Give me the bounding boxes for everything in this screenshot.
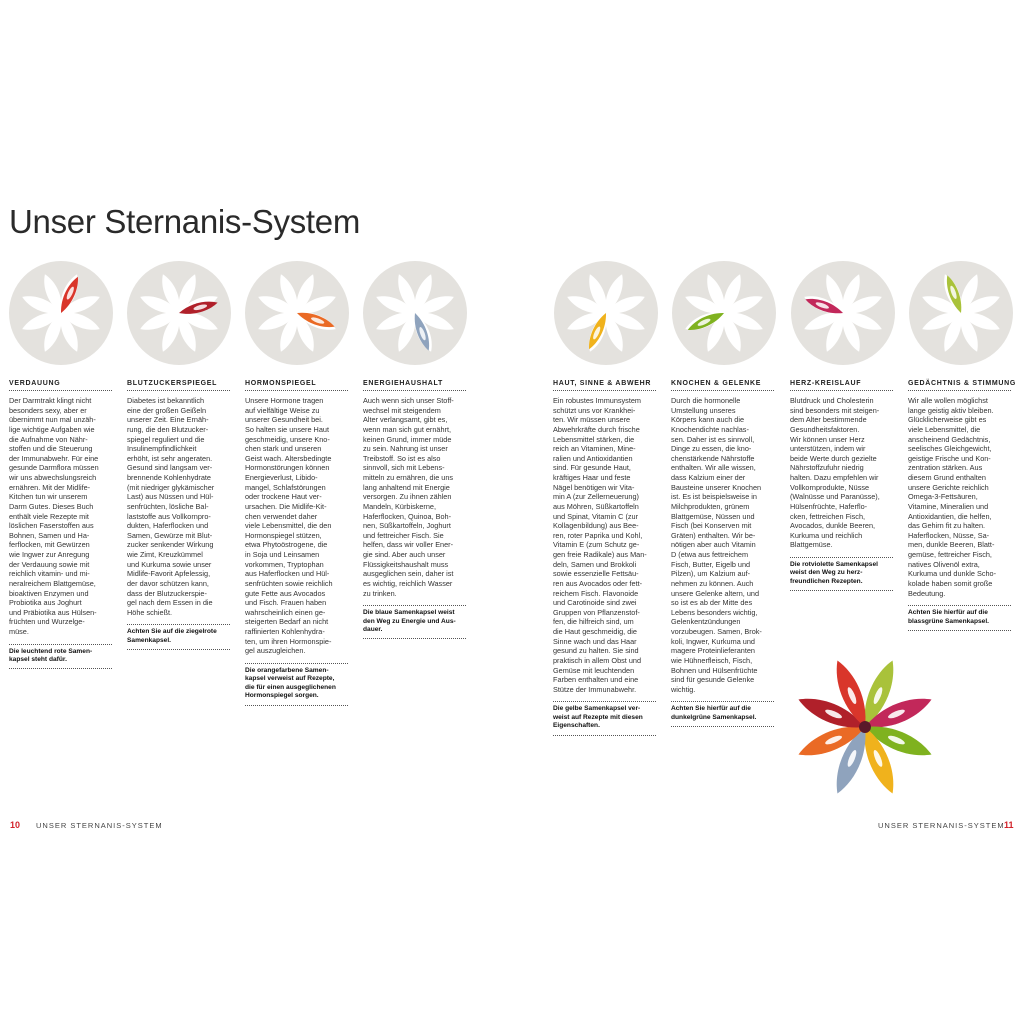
text-line: Vitamin E (zum Schutz ge- xyxy=(553,540,640,550)
text-line: keinen Grund, immer müde xyxy=(363,434,452,444)
text-line: Hormonspiegel stützen, xyxy=(245,530,322,540)
column-body xyxy=(245,396,348,706)
capsule-note xyxy=(908,605,1011,631)
text-line: ralien und Antioxidantien xyxy=(553,453,633,463)
note-line: Eigenschaften. xyxy=(553,722,600,730)
text-line: lige wichtige Aufgaben wie xyxy=(9,424,95,434)
text-line: Geist wach. Altersbedingte xyxy=(245,453,332,463)
text-line: eine der großen Geißeln xyxy=(127,405,207,415)
star-anise-yellow-pod-icon xyxy=(554,261,658,365)
text-line: kräftiges Haar und feste xyxy=(553,473,631,482)
text-line: stoffen und die Steuerung xyxy=(9,444,93,454)
text-line: Probiotika aus Joghurt xyxy=(9,598,82,608)
column-body xyxy=(671,396,774,727)
text-line: Wir können unser Herz xyxy=(790,434,865,444)
text-line: brennende Kohlenhydrate xyxy=(127,473,211,482)
text-line: sen. Daher ist es sinnvoll, xyxy=(671,434,755,444)
column-heading: BLUTZUCKERSPIEGEL xyxy=(127,380,230,391)
text-line: die Aufnahme von Nähr- xyxy=(9,434,88,444)
multicolor-star-anise-icon xyxy=(790,652,940,802)
text-line: Glücklicherweise gibt es xyxy=(908,415,987,425)
text-line: Bohnen und Hülsenfrüchte xyxy=(671,665,758,675)
text-line: erhöht, ist sehr angeraten. xyxy=(127,453,213,463)
page-title: Unser Sternanis-System xyxy=(9,203,361,240)
capsule-note xyxy=(790,557,893,591)
text-line: zucker senkender Wirkung xyxy=(127,540,214,550)
text-line: Darm Gutes. Dieses Buch xyxy=(9,501,94,511)
body-text xyxy=(553,396,656,694)
text-line: gemüse, fettreicher Fisch, xyxy=(908,550,992,559)
text-line: kolade haben somit große xyxy=(908,578,993,588)
text-line: Diabetes ist bekanntlich xyxy=(127,396,205,405)
text-line: oder trockene Haut ver- xyxy=(245,492,322,502)
text-line: sowie essenzielle Fettsäu- xyxy=(553,569,639,579)
text-line: Dinge zu essen, die kno- xyxy=(671,444,752,454)
text-line: Haferflocken, Nüsse, Sa- xyxy=(908,530,990,540)
star-anise-blue-pod-icon xyxy=(363,261,467,365)
star-anise-darkred-pod-icon xyxy=(127,261,231,365)
text-line: Farben enthalten und eine xyxy=(553,675,639,685)
text-line: nötigen aber auch Vitamin xyxy=(671,540,756,550)
text-line: ferflocken, mit Gewürzen xyxy=(9,540,90,550)
text-line: versorgen. Zu ihnen zählen xyxy=(363,492,452,502)
text-line: seelisches Gleichgewicht, xyxy=(908,444,992,454)
note-line: den Weg zu Energie und Aus- xyxy=(363,617,456,625)
text-line: Hülsenfrüchte, Haferflo- xyxy=(790,501,868,511)
text-line: Haferflocken, Quinoa, Boh- xyxy=(363,511,452,521)
body-text xyxy=(127,396,230,617)
column-body xyxy=(908,396,1011,631)
right-page-number: 11 xyxy=(1004,820,1014,830)
text-line: müse. xyxy=(9,627,29,636)
text-line: unsere Gerichte reichlich xyxy=(908,482,989,492)
text-line: sind. Für gesunde Haut, xyxy=(553,463,631,473)
column-heading: ENERGIEHAUSHALT xyxy=(363,380,466,391)
text-line: laststoffe aus Vollkornpro- xyxy=(127,511,211,521)
text-line: Midlife-Favorit Apfelessig, xyxy=(127,569,211,579)
body-text xyxy=(790,396,893,550)
text-line: raffinierten Kohlenhydra- xyxy=(245,627,325,636)
text-line: Ein robustes Immunsystem xyxy=(553,396,641,405)
note-line: Die gelbe Samenkapsel ver- xyxy=(553,705,641,713)
text-line: mitteln zu ernähren, die uns xyxy=(363,473,454,482)
text-line: besonders sexy, aber er xyxy=(9,405,87,415)
text-line: wechsel mit steigendem xyxy=(363,405,441,415)
text-line: Treibstoff. So ist es also xyxy=(363,453,441,463)
text-line: auf vielfältige Weise zu xyxy=(245,405,320,415)
text-line: Vollkornprodukte, Nüsse xyxy=(790,482,870,492)
text-line: aus Möhren, Süßkartoffeln xyxy=(553,501,639,511)
text-line: wahrscheinlich einen ge- xyxy=(245,607,326,617)
note-line: Die leuchtend rote Samen- xyxy=(9,647,93,655)
column-heading: KNOCHEN & GELENKE xyxy=(671,380,774,391)
text-line: so ist es ab der Mitte des xyxy=(671,598,753,608)
text-line: geschmeidig, unsere Kno- xyxy=(245,434,330,444)
text-line: reich an Vitaminen, Mine- xyxy=(553,444,636,454)
text-line: vorkommen, Tryptophan xyxy=(245,559,324,569)
text-line: etwa Phytoöstrogene, die xyxy=(245,540,328,550)
note-line: Achten Sie hierfür auf die xyxy=(908,609,988,617)
text-line: Gräten) enthalten. Wir be- xyxy=(671,530,756,540)
body-text xyxy=(908,396,1011,598)
text-line: min A (zur Zellerneuerung) xyxy=(553,492,639,502)
text-line: unserer Zeit. Eine Ernäh- xyxy=(127,415,209,425)
text-line: Unsere Hormone tragen xyxy=(245,396,324,405)
text-line: früchten und Wurzelge- xyxy=(9,617,85,627)
text-line: der Immunabwehr. Für eine xyxy=(9,453,99,463)
text-line: Bedeutung. xyxy=(908,588,946,598)
text-line: rung, die den Blutzucker- xyxy=(127,424,209,434)
text-line: nehmen zu können. Auch xyxy=(671,578,754,588)
text-line: Vitamine, Mineralien und xyxy=(908,501,989,511)
text-line: und Spinat, Vitamin C (zur xyxy=(553,511,639,521)
text-line: Bausteine unserer Knochen xyxy=(671,482,762,492)
note-line: Achten Sie hierfür auf die xyxy=(671,705,751,713)
star-anise-orange-pod-icon xyxy=(245,261,349,365)
text-line: und Carotinoide sind zwei xyxy=(553,598,637,608)
text-line: und Fisch. Frauen haben xyxy=(245,598,327,608)
text-line: Kollagenbildung) aus Bee- xyxy=(553,521,639,531)
text-line: Wir alle wollen möglichst xyxy=(908,396,988,405)
text-line: D (etwa aus fettreichem xyxy=(671,550,749,559)
text-line: koli, Ingwer, Kurkuma und xyxy=(671,636,755,646)
text-line: anscheinend Gedächtnis, xyxy=(908,434,991,444)
text-line: enthält viele Rezepte mit xyxy=(9,511,89,521)
text-line: wenn man sich gut ernährt, xyxy=(363,424,452,434)
text-line: helfen, dass wir voller Ener- xyxy=(363,540,454,550)
column-body xyxy=(790,396,893,591)
body-text xyxy=(9,396,112,637)
text-line: dukten, Haferflocken und xyxy=(127,521,209,531)
text-line: Fisch, Butter, Eigelb und xyxy=(671,559,751,569)
text-line: der davor schützen kann, xyxy=(127,578,209,588)
text-line: bioaktiven Enzymen und xyxy=(9,588,89,598)
text-line: ren, roter Paprika und Kohl, xyxy=(553,530,643,540)
note-line: Samenkapsel. xyxy=(127,636,171,644)
text-line: Antioxidantien, die helfen, xyxy=(908,511,992,521)
text-line: Gesundheitsfaktoren. xyxy=(790,424,860,434)
capsule-note xyxy=(127,624,230,650)
text-line: Bohnen, Samen und Ha- xyxy=(9,530,90,540)
note-line: Die orangefarbene Samen- xyxy=(245,666,329,674)
text-line: es wichtig, reichlich Wasser xyxy=(363,578,453,588)
text-line: gesunde Darmflora müssen xyxy=(9,463,99,473)
text-line: Last) aus Nüssen und Hül- xyxy=(127,492,214,502)
text-line: vorzubeugen. Samen, Brok- xyxy=(671,627,762,636)
text-line: ernähren. Mit der Midlife- xyxy=(9,482,91,492)
text-line: Körpers kann auch die xyxy=(671,415,745,425)
text-line: schützt uns vor Krankhei- xyxy=(553,405,636,415)
text-line: praktisch in allem Obst und xyxy=(553,655,642,665)
text-line: deln, Samen und Brokkoli xyxy=(553,559,637,569)
text-line: men, dunkle Beeren, Blatt- xyxy=(908,540,995,550)
text-line: wie Ingwer zur Anregung xyxy=(9,550,90,559)
text-line: wir uns abwechslungsreich xyxy=(9,473,97,482)
text-line: ist. Es ist beispielsweise in xyxy=(671,492,757,502)
capsule-note xyxy=(363,605,466,639)
note-line: Die blaue Samenkapsel weist xyxy=(363,609,455,617)
text-line: Gelenkentzündungen xyxy=(671,617,741,627)
text-line: lang anhaltend mit Energie xyxy=(363,482,450,492)
text-line: Mandeln, Kürbiskerne, xyxy=(363,501,437,511)
text-line: zu sein. Nahrung ist unser xyxy=(363,444,448,454)
text-line: viele Lebensmittel, die den xyxy=(245,521,332,531)
text-line: Lebensmittel stärken, die xyxy=(553,434,635,444)
text-line: dass der Blutzuckerspie- xyxy=(127,588,207,598)
star-anise-darkgreen-pod-icon xyxy=(672,261,776,365)
text-line: wie Hühnerfleisch, Fisch, xyxy=(671,655,753,665)
text-line: Milchprodukten, grünem xyxy=(671,501,750,511)
text-line: Insulinempfindlichkeit xyxy=(127,444,197,454)
text-line: Omega-3-Fettsäuren, xyxy=(908,492,978,502)
text-line: gen freie Radikale) aus Man- xyxy=(553,550,647,559)
text-line: Avocados, dunkle Beeren, xyxy=(790,521,876,531)
capsule-note xyxy=(9,644,112,670)
text-line: löslichen Faserstoffen aus xyxy=(9,521,94,531)
text-line: Kurkuma und dunkle Scho- xyxy=(908,569,997,579)
column-heading: HAUT, SINNE & ABWEHR xyxy=(553,380,656,391)
text-line: ten, um ihren Hormonspie- xyxy=(245,636,332,646)
body-text xyxy=(671,396,774,694)
text-line: und Kurkuma sowie unser xyxy=(127,559,212,569)
text-line: Kitchen tun wir unserem xyxy=(9,492,88,502)
text-line: Der Darmtrakt klingt nicht xyxy=(9,396,92,405)
note-line: Hormonspiegel sorgen. xyxy=(245,692,319,700)
text-line: cken, fettreichen Fisch, xyxy=(790,511,866,521)
text-line: übernimmt nun mal unzäh- xyxy=(9,415,96,425)
star-anise-red-pod-icon xyxy=(9,261,113,365)
text-line: Samen, Gewürze mit Blut- xyxy=(127,530,213,540)
text-line: Kurkuma und reichlich xyxy=(790,530,863,540)
note-line: die für einen ausgeglichenen xyxy=(245,683,336,691)
text-line: lange geistig aktiv bleiben. xyxy=(908,405,994,415)
text-line: mangel, Schlafstörungen xyxy=(245,482,326,492)
text-line: reichlich vitamin- und mi- xyxy=(9,569,90,579)
column-body xyxy=(553,396,656,736)
text-line: nen, Süßkartoffeln, Joghurt xyxy=(363,521,451,531)
text-line: Sinne wach und das Haar xyxy=(553,636,637,646)
text-line: Blattgemüse, Nüssen und xyxy=(671,511,755,521)
text-line: (mit niedriger glykämischer xyxy=(127,482,215,492)
text-line: magere Proteinlieferanten xyxy=(671,646,755,656)
text-line: chenstärkende Nährstoffe xyxy=(671,453,755,463)
star-anise-lightgreen-pod-icon xyxy=(909,261,1013,365)
text-line: unterstützen, indem wir xyxy=(790,444,866,454)
text-line: ten. Wir müssen unsere xyxy=(553,415,631,425)
text-line: senfrüchten sowie reichlich xyxy=(245,578,333,588)
text-line: dem Alter bestimmende xyxy=(790,415,867,425)
text-line: zentration stärken. Aus xyxy=(908,463,983,473)
text-line: gute Fette aus Avocados xyxy=(245,588,326,598)
text-line: reichem Fisch. Flavonoide xyxy=(553,588,639,598)
text-line: (Walnüsse und Paranüsse), xyxy=(790,492,880,502)
text-line: das Gehirn fit zu halten. xyxy=(908,521,986,531)
text-line: wie Zimt, Kreuzkümmel xyxy=(127,550,203,559)
text-line: sind besonders mit steigen- xyxy=(790,405,880,415)
note-line: kapsel verweist auf Rezepte, xyxy=(245,675,335,683)
text-line: sind für gesunde Gelenke xyxy=(671,675,755,685)
column-heading: VERDAUUNG xyxy=(9,380,112,391)
text-line: diesem Grund enthalten xyxy=(908,473,986,482)
column-heading: HORMONSPIEGEL xyxy=(245,380,348,391)
note-line: weist auf Rezepte mit diesen xyxy=(553,713,643,721)
text-line: Stütze der Immunabwehr. xyxy=(553,684,637,694)
text-line: unserer Gesundheit bei. xyxy=(245,415,323,425)
left-page-number: 10 xyxy=(10,820,21,830)
text-line: wichtig. xyxy=(671,684,696,694)
capsule-note xyxy=(245,663,348,706)
text-line: gesund zu halten. Sie sind xyxy=(553,646,639,656)
text-line: fen, die hilfreich sind, um xyxy=(553,617,634,627)
text-line: beide Werte durch gezielte xyxy=(790,453,877,463)
text-line: enthalten. Wir alle wissen, xyxy=(671,463,756,473)
text-line: Alter verlangsamt, gibt es, xyxy=(363,415,448,425)
text-line: senfrüchten, lösliche Bal- xyxy=(127,501,209,511)
text-line: Durch die hormonelle xyxy=(671,396,741,405)
text-line: So halten sie unsere Haut xyxy=(245,424,329,434)
text-line: chen stark und unseren xyxy=(245,444,322,454)
text-line: und fettreicher Fisch. Sie xyxy=(363,530,444,540)
text-line: sinnvoll, sich mit Lebens- xyxy=(363,463,445,473)
text-line: die Haut geschmeidig, die xyxy=(553,627,637,636)
text-line: dass Kalzium einer der xyxy=(671,473,746,482)
text-line: Hormonstörungen können xyxy=(245,463,330,473)
column-heading: HERZ-KREISLAUF xyxy=(790,380,893,391)
note-line: weist den Weg zu herz- xyxy=(790,569,863,577)
column-heading: GEDÄCHTNIS & STIMMUNG xyxy=(908,380,1011,391)
text-line: ren aus Avocados oder fett- xyxy=(553,578,643,588)
text-line: halten. Dazu empfehlen wir xyxy=(790,473,879,482)
column-body xyxy=(363,396,466,639)
text-line: Nährstoffzufuhr niedrig xyxy=(790,463,864,473)
body-text xyxy=(245,396,348,656)
text-line: gel auszugleichen. xyxy=(245,646,306,656)
text-line: Gruppen von Pflanzenstof- xyxy=(553,607,640,617)
text-line: Höhe schießt. xyxy=(127,607,173,617)
note-line: kapsel steht dafür. xyxy=(9,656,67,664)
text-line: Gemüse mit leuchtenden xyxy=(553,665,635,675)
text-line: Umstellung unseres xyxy=(671,405,736,415)
text-line: Energieverlust, Libido- xyxy=(245,473,318,482)
text-line: Blutdruck und Cholesterin xyxy=(790,396,874,405)
text-line: ausgeglichen sein, daher ist xyxy=(363,569,454,579)
text-line: aus Haferflocken und Hül- xyxy=(245,569,330,579)
text-line: gie sind. Aber auch unser xyxy=(363,550,446,559)
text-line: chen verwendet daher xyxy=(245,511,318,521)
text-line: Blattgemüse. xyxy=(790,540,833,550)
text-line: Auch wenn sich unser Stoff- xyxy=(363,396,454,405)
text-line: geistige Frische und Kon- xyxy=(908,453,991,463)
note-line: freundlichen Rezepten. xyxy=(790,577,863,585)
note-line: dauer. xyxy=(363,625,383,633)
text-line: spiegel reguliert und die xyxy=(127,434,205,444)
left-running-footer: UNSER STERNANIS-SYSTEM xyxy=(36,821,163,830)
star-anise-purple-pod-icon xyxy=(791,261,895,365)
right-running-footer: UNSER STERNANIS-SYSTEM xyxy=(878,821,1005,830)
text-line: der Verdauung sowie mit xyxy=(9,559,90,569)
capsule-note xyxy=(553,701,656,735)
text-line: und Präbiotika aus Hülsen- xyxy=(9,607,97,617)
text-line: steigerten Bedarf an nicht xyxy=(245,617,329,627)
text-line: Abwehrkräfte durch frische xyxy=(553,424,640,434)
text-line: neralreichem Blattgemüse, xyxy=(9,578,96,588)
text-line: Pilzen), um Kalzium auf- xyxy=(671,569,751,579)
text-line: Flüssigkeitshaushalt muss xyxy=(363,559,449,569)
capsule-note xyxy=(671,701,774,727)
text-line: Gesund sind langsam ver- xyxy=(127,463,213,473)
body-text xyxy=(363,396,466,598)
note-line: Achten Sie auf die ziegelrote xyxy=(127,628,217,636)
text-line: Lebens besonders wichtig, xyxy=(671,607,758,617)
text-line: in Soja und Leinsamen xyxy=(245,550,320,559)
column-body xyxy=(9,396,112,669)
text-line: ursachen. Die Midlife-Kit- xyxy=(245,501,327,511)
column-body xyxy=(127,396,230,650)
text-line: unsere Gelenke altern, und xyxy=(671,588,760,598)
text-line: natives Olivenöl extra, xyxy=(908,559,980,569)
text-line: zu trinken. xyxy=(363,588,397,598)
note-line: Die rotviolette Samenkapsel xyxy=(790,561,878,568)
note-line: blassgrüne Samenkapsel. xyxy=(908,617,989,625)
text-line: gel nach dem Essen in die xyxy=(127,598,213,608)
text-line: Nägel benötigen wir Vita- xyxy=(553,482,635,492)
text-line: Fisch (bei Konserven mit xyxy=(671,521,752,531)
text-line: viele Lebensmittel, die xyxy=(908,424,981,434)
note-line: dunkelgrüne Samenkapsel. xyxy=(671,713,757,721)
text-line: Knochendichte nachlas- xyxy=(671,424,749,434)
